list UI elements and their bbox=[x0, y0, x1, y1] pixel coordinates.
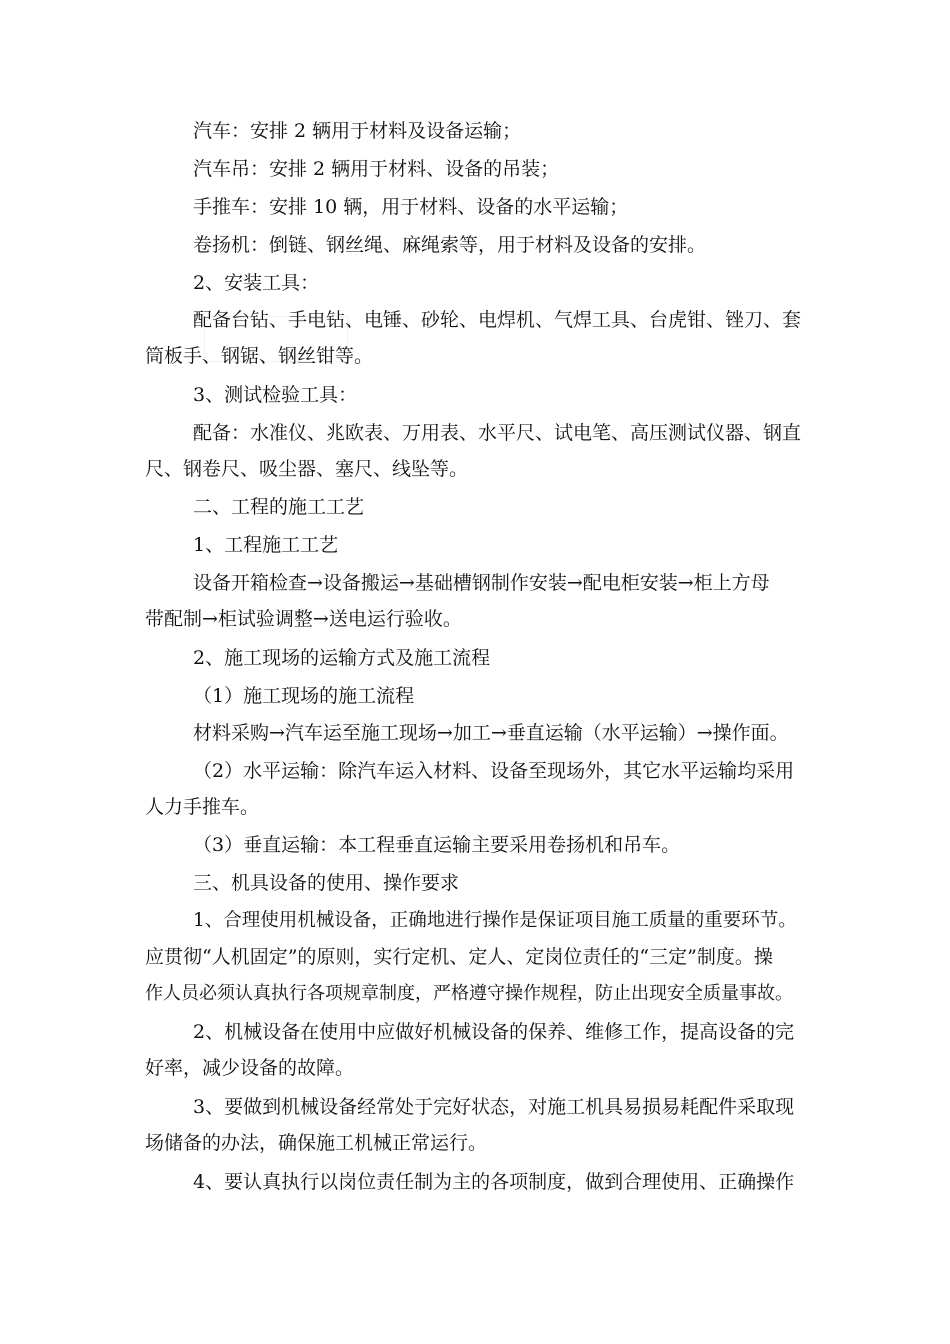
section-heading: 3、测试检验工具： bbox=[193, 384, 358, 406]
text-line: 材料采购→汽车运至施工现场→加工→垂直运输（水平运输）→操作面。 bbox=[193, 722, 789, 744]
text-line: 2、机械设备在使用中应做好机械设备的保养、维修工作，提高设备的完 bbox=[193, 1021, 795, 1043]
text-line: 配备台钻、手电钻、电锤、砂轮、电焊机、气焊工具、台虎钳、锉刀、套 bbox=[193, 309, 802, 331]
section-heading: 三、机具设备的使用、操作要求 bbox=[193, 872, 460, 894]
text-line: 手推车：安排 10 辆，用于材料、设备的水平运输； bbox=[193, 196, 629, 218]
section-heading: （1）施工现场的施工流程 bbox=[193, 685, 415, 707]
text-line: 作人员必须认真执行各项规章制度，严格遵守操作规程，防止出现安全质量事故。 bbox=[145, 983, 793, 1004]
section-heading: 二、工程的施工工艺 bbox=[193, 496, 365, 518]
section-heading: 1、工程施工工艺 bbox=[193, 534, 339, 556]
text-line: 好率，减少设备的故障。 bbox=[145, 1057, 355, 1079]
text-line: 带配制→柜试验调整→送电运行验收。 bbox=[145, 608, 462, 630]
text-line: 筒板手、钢锯、钢丝钳等。 bbox=[145, 345, 374, 367]
text-line: 4、要认真执行以岗位责任制为主的各项制度，做到合理使用、正确操作 bbox=[193, 1171, 795, 1193]
text-line: 汽车：安排 2 辆用于材料及设备运输； bbox=[193, 120, 522, 142]
text-line: 3、要做到机械设备经常处于完好状态，对施工机具易损易耗配件采取现 bbox=[193, 1096, 795, 1118]
text-line: 卷扬机：倒链、钢丝绳、麻绳索等，用于材料及设备的安排。 bbox=[193, 234, 707, 256]
text-line: （3）垂直运输：本工程垂直运输主要采用卷扬机和吊车。 bbox=[193, 834, 681, 856]
text-line: 场储备的办法，确保施工机械正常运行。 bbox=[145, 1132, 488, 1154]
text-line: 人力手推车。 bbox=[145, 796, 260, 818]
text-line: 尺、钢卷尺、吸尘器、塞尺、线坠等。 bbox=[145, 458, 469, 480]
text-line: （2）水平运输：除汽车运入材料、设备至现场外，其它水平运输均采用 bbox=[193, 760, 795, 782]
text-line: 配备：水准仪、兆欧表、万用表、水平尺、试电笔、高压测试仪器、钢直 bbox=[193, 422, 802, 444]
text-line: 汽车吊：安排 2 辆用于材料、设备的吊装； bbox=[193, 158, 560, 180]
section-heading: 2、安装工具： bbox=[193, 272, 320, 294]
text-line: 应贯彻“人机固定”的原则，实行定机、定人、定岗位责任的“三定”制度。操 bbox=[145, 946, 773, 968]
text-line: 设备开箱检查→设备搬运→基础槽钢制作安装→配电柜安装→柜上方母 bbox=[193, 572, 770, 594]
text-line: 1、合理使用机械设备，正确地进行操作是保证项目施工质量的重要环节。 bbox=[193, 910, 797, 931]
section-heading: 2、施工现场的运输方式及施工流程 bbox=[193, 647, 491, 669]
